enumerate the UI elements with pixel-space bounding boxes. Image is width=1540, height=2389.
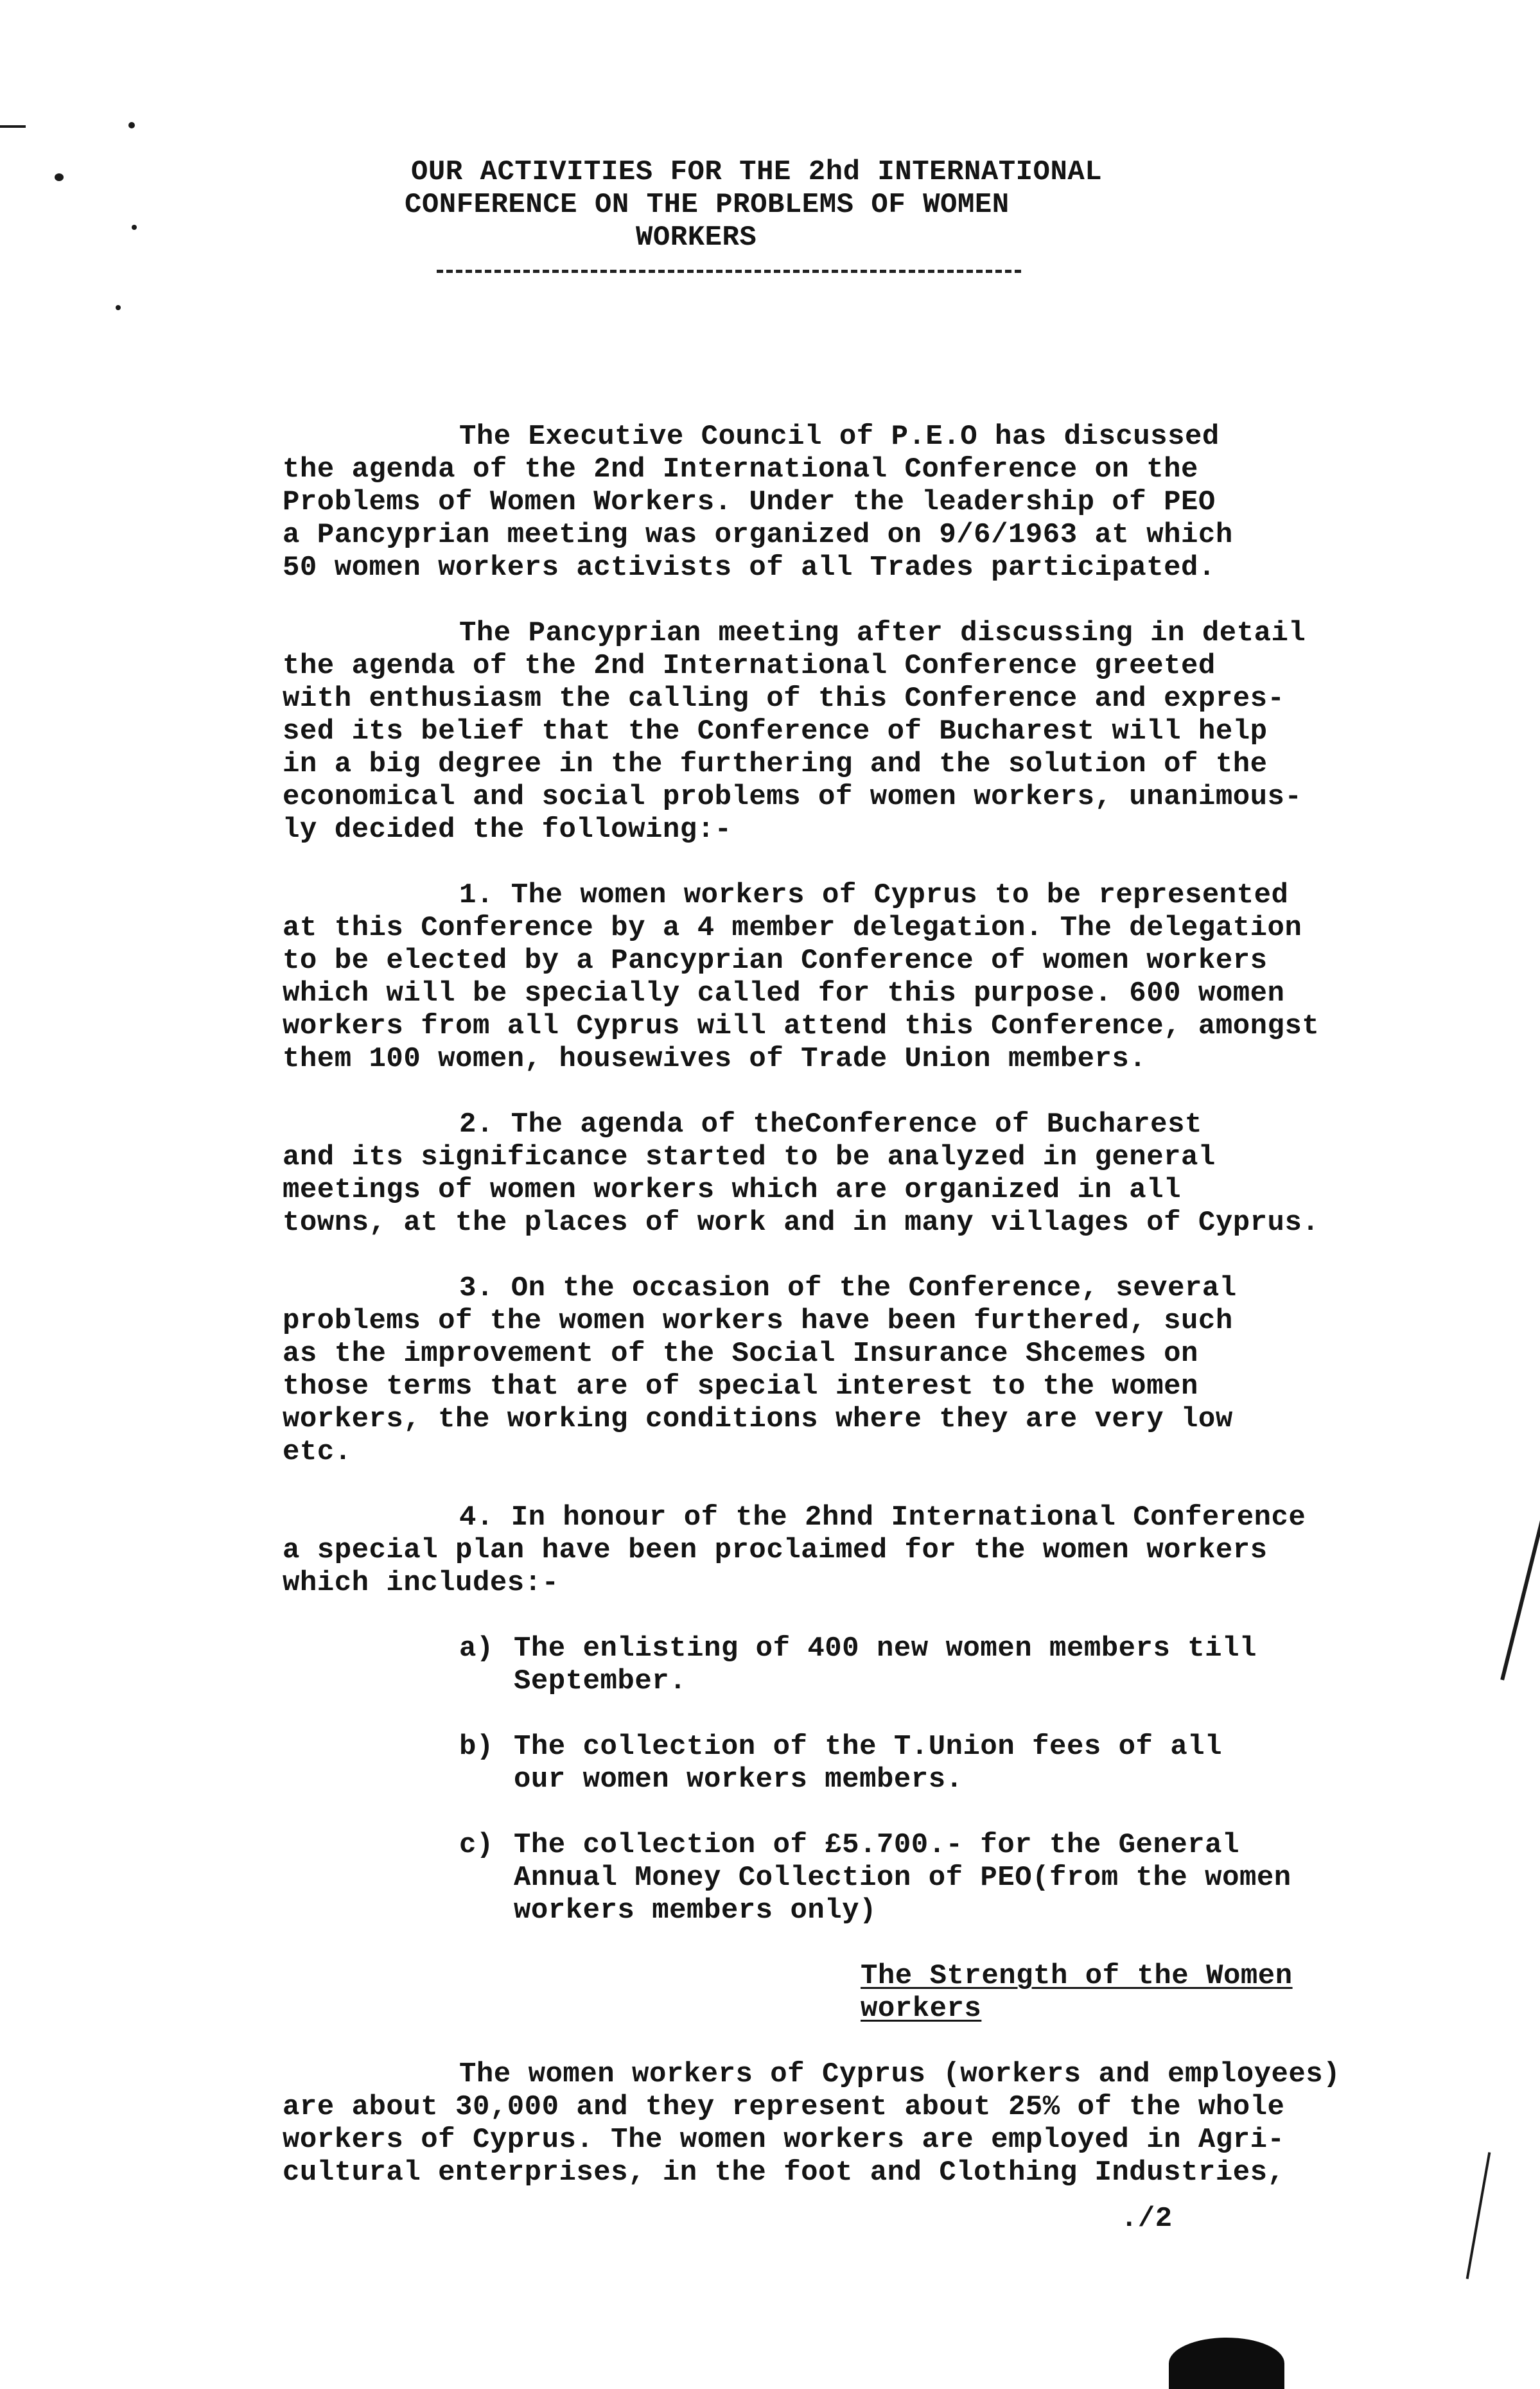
list-marker: b): [459, 1731, 494, 1763]
text-line: which will be specially called for this purpose. 600 women: [283, 977, 1285, 1010]
text-line: workers, the working conditions where they are very low: [283, 1403, 1233, 1435]
text-line: workers from all Cyprus will attend this Conference, amongst: [283, 1010, 1320, 1042]
text-line: our women workers members.: [514, 1763, 963, 1796]
scan-speck: [116, 305, 121, 310]
title-line: CONFERENCE ON THE PROBLEMS OF WOMEN: [405, 189, 1010, 221]
section-heading: [861, 1960, 1464, 2026]
paragraph-strength: [283, 2058, 1464, 2189]
paragraph-point-4: [283, 1501, 1464, 1600]
scan-speck: [128, 122, 135, 128]
scan-stroke: [0, 125, 26, 128]
text-line: economical and social problems of women workers, unanimous-: [283, 781, 1302, 813]
text-line: The Pancyprian meeting after discussing in detail: [459, 617, 1306, 649]
text-line: 3. On the occasion of the Conference, several: [459, 1272, 1237, 1304]
text-line: and its significance started to be analyzed in general: [283, 1141, 1216, 1173]
plan-item-a: [283, 1632, 1464, 1698]
text-line: 4. In honour of the 2hnd International Conference: [459, 1501, 1306, 1534]
scan-stroke: [1500, 1505, 1540, 1680]
text-line: towns, at the places of work and in many villages of Cyprus.: [283, 1207, 1320, 1239]
scan-blot: [1169, 2338, 1284, 2389]
text-line: meetings of women workers which are organized in all: [283, 1174, 1182, 1206]
paragraph-point-2: [283, 1108, 1464, 1239]
scan-speck: [132, 225, 137, 230]
text-line: The enlisting of 400 new women members till: [514, 1632, 1257, 1665]
scan-speck: [55, 173, 64, 181]
text-line: a special plan have been proclaimed for the women workers: [283, 1534, 1268, 1566]
text-line: etc.: [283, 1436, 352, 1468]
text-line: September.: [514, 1665, 687, 1697]
title-dashed-rule: [437, 270, 1021, 273]
scan-stroke: [1466, 2152, 1491, 2279]
document-title: [385, 156, 1284, 254]
title-line: OUR ACTIVITIES FOR THE 2hd INTERNATIONAL: [411, 156, 1103, 188]
text-line: the agenda of the 2nd International Conference greeted: [283, 650, 1216, 682]
text-line: The Executive Council of P.E.O has discussed: [459, 421, 1220, 453]
list-marker: a): [459, 1632, 494, 1665]
text-line: which includes:-: [283, 1567, 559, 1599]
paragraph-point-1: [283, 879, 1464, 1076]
paragraph-intro: [283, 421, 1464, 584]
plan-item-c: [283, 1829, 1464, 1927]
text-line: The collection of £5.700.- for the General: [514, 1829, 1239, 1861]
text-line: workers of Cyprus. The women workers are employed in Agri-: [283, 2124, 1285, 2156]
text-line: The collection of the T.Union fees of all: [514, 1731, 1223, 1763]
text-line: 50 women workers activists of all Trades participated.: [283, 552, 1216, 584]
paragraph-meeting: [283, 617, 1464, 846]
text-line: the agenda of the 2nd International Conference on the: [283, 453, 1198, 486]
text-line: those terms that are of special interest to the women: [283, 1370, 1198, 1403]
list-marker: c): [459, 1829, 494, 1861]
text-line: to be elected by a Pancyprian Conference of women workers: [283, 945, 1268, 977]
text-line: problems of the women workers have been furthered, such: [283, 1305, 1233, 1337]
section-heading-line: workers: [861, 1993, 982, 2025]
text-line: at this Conference by a 4 member delegation. The delegation: [283, 912, 1302, 944]
text-line: 1. The women workers of Cyprus to be represented: [459, 879, 1289, 911]
text-line: sed its belief that the Conference of Bucharest will help: [283, 715, 1268, 748]
text-line: in a big degree in the furthering and the solution of the: [283, 748, 1268, 780]
text-line: Annual Money Collection of PEO(from the women: [514, 1862, 1291, 1894]
plan-item-b: [283, 1731, 1464, 1796]
text-line: The women workers of Cyprus (workers and employees): [459, 2058, 1341, 2090]
section-heading-line: The Strength of the Women: [861, 1960, 1293, 1992]
text-line: ly decided the following:-: [283, 814, 732, 846]
text-line: with enthusiasm the calling of this Conference and expres-: [283, 683, 1285, 715]
document-body: [283, 421, 1464, 2222]
paragraph-point-3: [283, 1272, 1464, 1469]
text-line: a Pancyprian meeting was organized on 9/6/1963 at which: [283, 519, 1233, 551]
text-line: Problems of Women Workers. Under the leadership of PEO: [283, 486, 1216, 518]
text-line: 2. The agenda of theConference of Bucharest: [459, 1108, 1202, 1141]
text-line: cultural enterprises, in the foot and Clothing Industries,: [283, 2157, 1285, 2189]
page-continuation-marker: ./2: [1121, 2203, 1173, 2235]
text-line: workers members only): [514, 1895, 877, 1927]
text-line: them 100 women, housewives of Trade Union members.: [283, 1043, 1147, 1075]
text-line: are about 30,000 and they represent about 25% of the whole: [283, 2091, 1285, 2123]
title-line: WORKERS: [636, 222, 757, 254]
text-line: as the improvement of the Social Insurance Shcemes on: [283, 1338, 1198, 1370]
